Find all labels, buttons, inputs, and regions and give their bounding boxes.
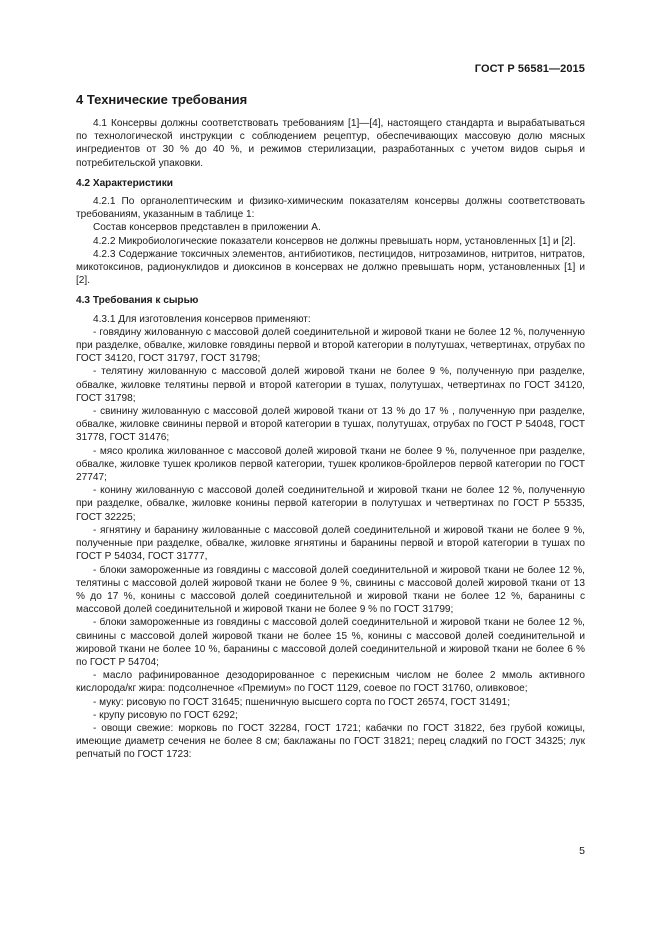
paragraph-4-3-1: 4.3.1 Для изготовления консервов применяют: [93, 313, 311, 325]
list-item-veal: - телятину жилованную с массовой долей жировой ткани не более 9 %, полученную при разделке, обвалке, жиловке телятины первой и второй категории в тушах, полутушах, четвертинах по ГОСТ 34120, ГОСТ 31798; [76, 366, 585, 404]
list-item-beef: - говядину жилованную с массовой долей соединительной и жировой ткани не более 12 %, полученную при разделке, обвалке, жиловке говядины первой и второй категории в полутушах, четвертинах, отрубах по ГОСТ 34120, ГОСТ 31797, ГОСТ 31798; [76, 326, 585, 365]
page-content [76, 92, 585, 762]
subsection-title-4-3: 4.3 Требования к сырью [76, 295, 199, 307]
document-code-header: ГОСТ Р 56581—2015 [474, 63, 585, 75]
paragraph-4-2-3: 4.2.3 Содержание токсичных элементов, антибиотиков, пестицидов, нитрозаминов, нитритов, нитратов, микотоксинов, радионуклидов и диоксинов в консервах не должно превышать норм, установленных [1] и [2]. [76, 248, 585, 287]
list-item-pork: - свинину жилованную с массовой долей жировой ткани от 13 % до 17 % , полученную при разделке, обвалке, жиловке свинины первой и второй категории в тушах, полутушах, отрубах по ГОСТ Р 54048, ГОСТ 31778, ГОСТ 31476; [76, 406, 585, 444]
subsection-title-4-2: 4.2 Характеристики [76, 177, 173, 189]
paragraph-4-2-2: 4.2.2 Микробиологические показатели консервов не должны превышать норм, установленных [1] и [2]. [93, 235, 576, 247]
list-item-rabbit: - мясо кролика жилованное с массовой долей жировой ткани не более 9 %, полученное при разделке, обвалке, жиловке тушек кроликов первой категории, тушек кроликов-бройлеров первой категории по ГОСТ 27747; [76, 445, 585, 484]
list-item-lamb-mutton: - ягнятину и баранину жилованные с массовой долей соединительной и жировой ткани не более 9 %, полученные при разделке, обвалке, жиловке ягнятины и баранины первой и второй категории в тушах по ГОСТ Р 54034, ГОСТ 31777, [76, 524, 585, 563]
list-item-oil: - масло рафинированное дезодорированное с перекисным числом не более 2 ммоль активного кислорода/кг жира: подсолнечное «Премиум» по ГОСТ 1129, соевое по ГОСТ 31760, оливковое; [76, 670, 585, 695]
list-item-horse-meat: - конину жилованную с массовой долей соединительной и жировой ткани не более 12 %, полученную при разделке, обвалке, жиловке конины первой категории в полутушах и четвертинах по ГОСТ Р 55335, ГОСТ 32225; [76, 485, 585, 523]
list-item-frozen-blocks-54704: - блоки замороженные из говядины с массовой долей соединительной и жировой ткани не более 12 %, свинины с массовой долей жировой ткани не более 15 %, конины с массовой долей соединительной и жировой ткани не более 10 %, баранины с массовой долей соединительной и жировой ткани не более 6 % по ГОСТ Р 54704; [76, 617, 585, 668]
list-item-rice-groats: - крупу рисовую по ГОСТ 6292; [93, 709, 238, 721]
paragraph-4-2-1: 4.2.1 По органолептическим и физико-химическим показателям консервы должны соответствовать требованиям, указанным в таблице 1: [76, 196, 585, 221]
list-item-frozen-blocks-31799: - блоки замороженные из говядины с массовой долей соединительной и жировой ткани не более 12 %, телятины с массовой долей жировой ткани не более 9 %, свинины с массовой долей жировой ткани от 13 % до 17 %, конины с массовой долей соединительной и жировой ткани не более 12 %, баранины с массовой долей соединительной и жировой ткани не более 9 % по ГОСТ 31799; [76, 564, 585, 616]
page-number: 5 [579, 845, 585, 857]
paragraph-composition-note: Состав консервов представлен в приложении А. [93, 222, 321, 234]
list-item-flour: - муку: рисовую по ГОСТ 31645; пшеничную высшего сорта по ГОСТ 26574, ГОСТ 31491; [93, 696, 511, 708]
section-title: 4 Технические требования [76, 92, 248, 107]
list-item-vegetables: - овощи свежие: морковь по ГОСТ 32284, ГОСТ 1721; кабачки по ГОСТ 31822, без грубой кожицы, имеющие диаметр сечения не более 8 см; баклажаны по ГОСТ 31821; перец сладкий по ГОСТ 34325; лук репчатый по ГОСТ 1723: [76, 722, 585, 761]
paragraph-4-1: 4.1 Консервы должны соответствовать требованиям [1]—[4], настоящего стандарта и вырабатываться по технологической инструкции с соблюдением рецептур, обеспечивающих массовую долю мясных ингредиентов от 30 % до 40 %, и режимов стерилизации, разработанных с учетом видов сырья и потребительской упаковки. [76, 118, 585, 169]
